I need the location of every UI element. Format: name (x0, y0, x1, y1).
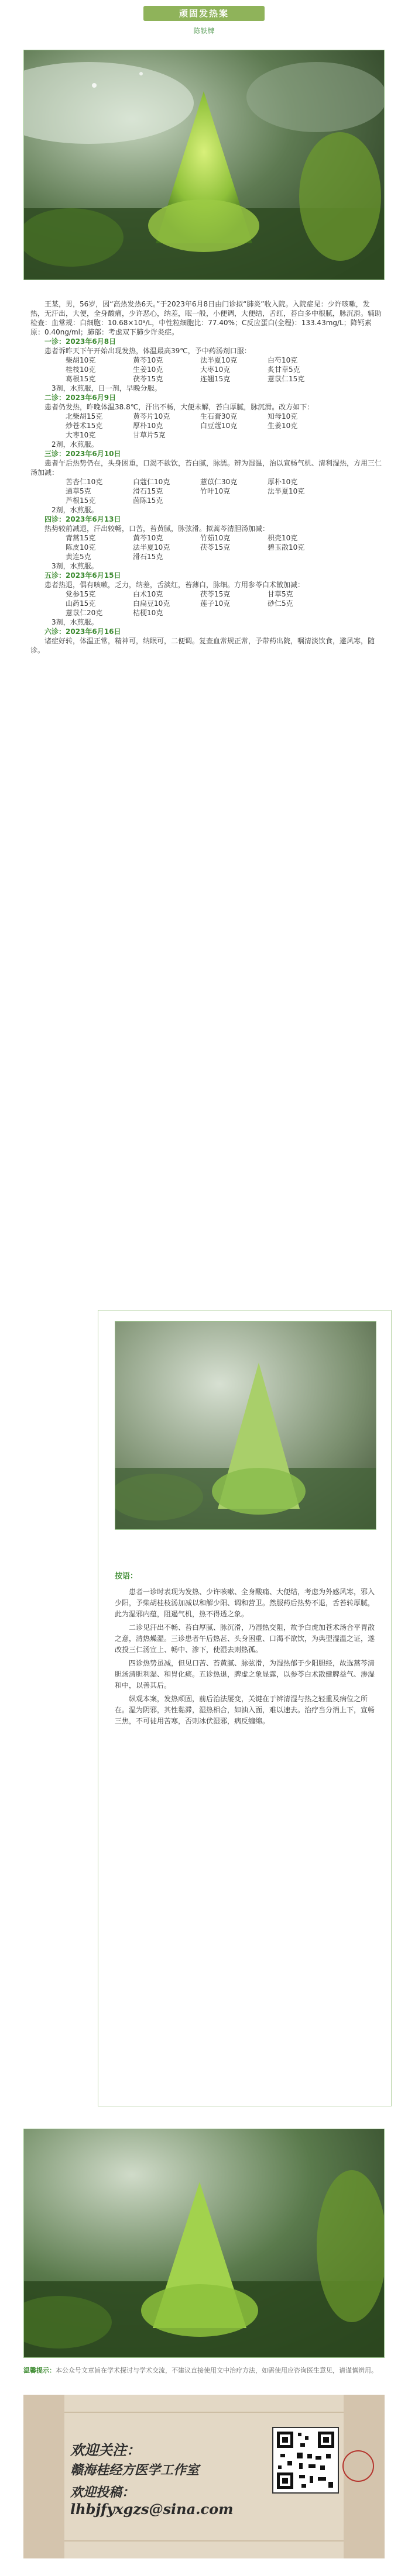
herb-item: 薏苡仁20克 (66, 609, 103, 617)
herb-item: 青蒿15克 (66, 534, 96, 542)
herb-item: 薏苡仁15克 (268, 375, 305, 383)
herb-item: 白芍10克 (268, 356, 298, 364)
herb-item: 竹叶10克 (200, 487, 231, 495)
herb-item: 茯苓15克 (133, 375, 163, 383)
herb-item: 碧玉散10克 (268, 543, 305, 551)
disclaimer (23, 2365, 385, 2375)
herb-item: 陈皮10克 (66, 543, 96, 551)
disclaimer-text: 本公众号文章旨在学术探讨与学术交流，不建议直接使用文中治疗方法，如需使用应咨询医生意见，请谨慎辨用。 (56, 2367, 378, 2374)
prescription-row (30, 430, 382, 440)
herb-item: 竹茹10克 (200, 534, 231, 542)
herb-item: 知母10克 (268, 412, 298, 420)
herb-item: 桂枝10克 (66, 365, 96, 374)
herb-item: 白豆蔻10克 (200, 422, 238, 430)
commentary-box (98, 1310, 392, 2106)
herb-item: 生姜10克 (268, 422, 298, 430)
visit-heading: 六诊：2023年6月16日 (44, 627, 121, 636)
herb-item: 柴胡10克 (66, 356, 96, 364)
dosage-instruction: 2剂，水煎服。 (52, 506, 98, 514)
visit-text: 患者热退，偶有咳嗽，乏力，纳差，舌淡红，苔薄白，脉细。方用参苓白术散加减： (44, 581, 305, 589)
herb-item: 芦根15克 (66, 496, 96, 505)
visit-text: 患者午后热势仍在，头身困重，口渴不欲饮，苔白腻，脉濡。辨为湿温，治以宣畅气机、清利湿热，方用三仁汤加减： (30, 459, 382, 477)
prescription-row (30, 365, 382, 374)
herb-item: 白扁豆10克 (133, 599, 170, 608)
herb-item: 枳壳10克 (268, 534, 298, 542)
prescription-row (30, 421, 382, 430)
herb-item: 薏苡仁30克 (200, 478, 238, 486)
article-title: 顽固发热案 (143, 6, 265, 21)
herb-item: 党参15克 (66, 590, 96, 598)
visit-text: 患者诉昨天下午开始出现发热，体温最高39℃，予中药汤剂口服： (44, 347, 251, 355)
herb-item: 通草5克 (66, 487, 91, 495)
herb-item: 苦杏仁10克 (66, 478, 103, 486)
commentary-paragraphs (115, 1587, 375, 1727)
herb-item: 茯苓15克 (200, 543, 231, 551)
visit-heading: 二诊：2023年6月9日 (44, 394, 116, 402)
visit-heading: 一诊：2023年6月8日 (44, 337, 116, 346)
herb-item: 莲子10克 (200, 599, 231, 608)
herb-item: 大枣10克 (66, 431, 96, 439)
prescription-row (30, 487, 382, 496)
commentary-paragraph: 纵观本案，发热顽固，前后治法屡变，关键在于辨清湿与热之轻重及病位之所在。湿为阴邪，其性黏滞，湿热相合，如油入面，难以速去。治疗当分消上下，宣畅三焦，不可徒用苦寒，否则冰伏湿邪，病反缠绵。 (115, 1695, 375, 1725)
herb-item: 砂仁5克 (268, 599, 293, 608)
herb-item: 黄芩10克 (133, 356, 163, 364)
visit-heading: 四诊：2023年6月13日 (44, 515, 121, 523)
herb-item: 厚朴10克 (133, 422, 163, 430)
herb-item: 大枣10克 (200, 365, 231, 374)
herb-item: 北柴胡15克 (66, 412, 103, 420)
herb-item: 茵陈15克 (133, 496, 163, 505)
dosage-instruction: 3剂，水煎服。 (52, 618, 98, 626)
herb-item: 炙甘草5克 (268, 365, 300, 374)
commentary-text (115, 1571, 375, 1729)
studio-name: 赣海桂经方医学工作室 (70, 2463, 200, 2478)
visit-text: 热势较前减退，汗出较畅，口苦，苔黄腻，脉弦滑。拟蒿芩清胆汤加减： (44, 525, 270, 533)
herb-item: 白蔻仁10克 (133, 478, 170, 486)
prescription-row (30, 374, 382, 384)
footer-banner (23, 2395, 385, 2558)
prescription-row (30, 599, 382, 608)
cypress-photo-1 (23, 50, 385, 280)
herb-item: 炒苍术15克 (66, 422, 103, 430)
prescription-row (30, 496, 382, 505)
herb-item: 黄芩片10克 (133, 412, 170, 420)
seal-stamp-icon (342, 2450, 374, 2482)
herb-item: 生石膏30克 (200, 412, 238, 420)
prescription-row (30, 552, 382, 561)
herb-item: 白术10克 (133, 590, 163, 598)
herb-item: 黄芩10克 (133, 534, 163, 542)
herb-item: 厚朴10克 (268, 478, 298, 486)
welcome-follow: 欢迎关注： (70, 2441, 140, 2458)
prescription-row (30, 608, 382, 618)
cypress-photo-3 (23, 2129, 385, 2358)
herb-item: 生姜10克 (133, 365, 163, 374)
visit-heading: 五诊：2023年6月15日 (44, 571, 121, 580)
visit-heading: 三诊：2023年6月10日 (44, 450, 121, 458)
commentary-paragraph: 二诊见汗出不畅、苔白厚腻、脉沉滑，乃湿热交阻，故予白虎加苍术汤合平胃散之意，清热燥湿。三诊患者午后热甚、头身困重、口渴不欲饮，为典型湿温之证，遂改投三仁汤宣上、畅中、渗下，使湿去则热孤。 (115, 1623, 375, 1654)
welcome-submit: 欢迎投稿： (70, 2485, 135, 2500)
qr-code (272, 2427, 339, 2494)
commentary-paragraph: 患者一诊时表现为发热、少许咳嗽、全身酸痛、大便结，考虑为外感风寒，邪入少阳，予柴胡桂枝汤加减以和解少阳、调和营卫。然服药后热势不退，舌苔转厚腻，此为湿邪内蕴，阻遏气机，热不得透之象。 (115, 1588, 375, 1618)
cypress-photo-2 (115, 1321, 376, 1530)
herb-item: 桔梗10克 (133, 609, 163, 617)
dosage-instruction: 2剂，水煎服。 (52, 440, 98, 449)
email-address: lhbjfyxgzs@sina.com (70, 2501, 234, 2518)
visit-text: 诸症好转，体温正常，精神可，纳眠可，二便调。复查血常规正常，予带药出院，嘱清淡饮食，避风寒，随诊。 (30, 637, 375, 654)
herb-item: 黄连5克 (66, 553, 91, 561)
prescription-row (30, 589, 382, 599)
prescription-row (30, 356, 382, 365)
herb-item: 滑石15克 (133, 487, 163, 495)
commentary-paragraph: 四诊热势虽减，但见口苦、苔黄腻、脉弦滑，为湿热郁于少阳胆经，故选蒿芩清胆汤清胆利湿、和胃化痰。五诊热退，脾虚之象显露，以参苓白术散健脾益气、渗湿和中，以善其后。 (115, 1659, 375, 1689)
herb-item: 葛根15克 (66, 375, 96, 383)
visit-list (30, 337, 382, 655)
herb-item: 连翘15克 (200, 375, 231, 383)
visit-text: 患者仍发热，昨晚体温38.8℃，汗出不畅，大便未解，苔白厚腻，脉沉滑。改方如下： (44, 403, 314, 411)
herb-item: 茯苓15克 (200, 590, 231, 598)
herb-item: 法半夏10克 (268, 487, 305, 495)
dosage-instruction: 3剂，水煎服，日一剂，早晚分服。 (52, 384, 162, 392)
herb-item: 法半夏10克 (133, 543, 170, 551)
disclaimer-label: 温馨提示： (23, 2367, 56, 2374)
prescription-row (30, 412, 382, 421)
herb-item: 甘草5克 (268, 590, 293, 598)
prescription-row (30, 543, 382, 552)
prescription-row (30, 533, 382, 543)
qr-code-icon (273, 2428, 338, 2492)
herb-item: 法半夏10克 (200, 356, 238, 364)
case-record (30, 299, 382, 655)
dosage-instruction: 3剂，水煎服。 (52, 562, 98, 570)
author-name: 陈铁牌 (193, 27, 215, 35)
contact-email[interactable] (70, 2485, 234, 2518)
herb-item: 山药15克 (66, 599, 96, 608)
commentary-title: 按语： (115, 1572, 138, 1581)
case-intro: 王某，男，56岁，因“高热发热6天。”于2023年6月8日由门诊拟“肺炎”收入院。入院症见：少许咳嗽，发热，无汗出，大便，全身酸痛，少许恶心，纳差，眠一般，小便调，大便结，舌红，苔白多中根腻，脉沉滑。辅助检查：血常规：白细胞：10.68×10⁹/L，中性粒细胞比：77.40%；C反应蛋白(全程)：133.43mg/L；降钙素原：0.40ng/ml；肺部：考虑双下肺少许炎症。 (30, 300, 382, 336)
herb-item: 甘草片5克 (133, 431, 166, 439)
prescription-row (30, 477, 382, 487)
herb-item: 滑石15克 (133, 553, 163, 561)
